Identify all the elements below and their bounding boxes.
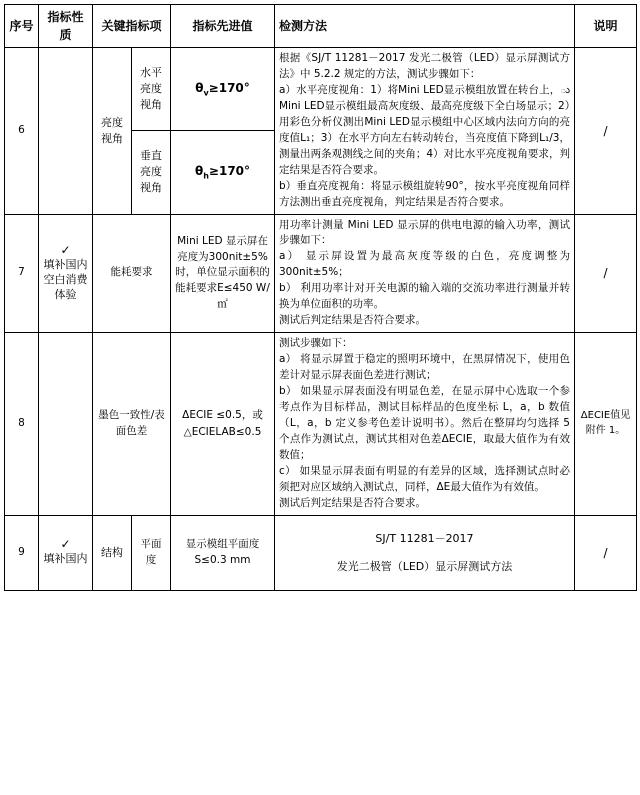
row-advanced-value-horizontal bbox=[171, 48, 275, 131]
row-num: 6 bbox=[5, 48, 39, 215]
theta-subscript-h: v bbox=[203, 88, 209, 98]
row-method bbox=[275, 214, 575, 333]
row-note: ΔECIE值见附件 1。 bbox=[575, 333, 637, 515]
table-header-row bbox=[5, 5, 637, 48]
check-icon: ✓ bbox=[60, 537, 71, 552]
method-para-1: 用功率计测量 Mini LED 显示屏的供电电源的输入功率，测试步骤如下： bbox=[279, 218, 570, 247]
col-header-note: 说明 bbox=[575, 5, 637, 48]
row-method bbox=[275, 515, 575, 590]
method-para-2: a）水平亮度视角：1）将Mini LED显示模组放置在转台上，ు Mini LED显示模组最高灰度级、最高亮度级下全白场显示；2）用彩色分析仪测出Mini LED显示模组中心区域内法向方向的亮度值L₁；3）在水平方向左右转动转台，当亮度值下降到L₁/3，测量出两条观测线之间的夹角；4）对比水平亮度视角要求，判定结果是否符合要求。 bbox=[279, 83, 570, 176]
row-key-item-vertical: 垂直亮度视角 bbox=[132, 131, 171, 214]
col-header-method: 检测方法 bbox=[275, 5, 575, 48]
row-note: / bbox=[575, 214, 637, 333]
row-key-item: 墨色一致性/表面色差 bbox=[93, 333, 171, 515]
theta-subscript-v: h bbox=[203, 171, 209, 181]
row-advanced-value: ΔECIE ≤0.5，或△ECIELAB≤0.5 bbox=[171, 333, 275, 515]
col-header-advanced-value: 指标先进值 bbox=[171, 5, 275, 48]
theta-symbol-h: θ bbox=[195, 80, 204, 95]
table-row bbox=[5, 515, 637, 590]
row-method bbox=[275, 48, 575, 215]
table-body bbox=[5, 48, 637, 591]
row-key-item: 平面度 bbox=[132, 515, 171, 590]
spec-table bbox=[4, 4, 637, 591]
check-icon: ✓ bbox=[60, 243, 71, 258]
method-para-2: a） 将显示屏置于稳定的照明环境中，在黑屏情况下，使用色差计对显示屏表面色差进行测试； bbox=[279, 353, 570, 382]
col-header-num: 序号 bbox=[5, 5, 39, 48]
col-header-key-item: 关键指标项 bbox=[93, 5, 171, 48]
row-property bbox=[39, 515, 93, 590]
method-para-3: b） 如果显示屏表面没有明显色差，在显示屏中心选取一个参考点作为目标样品，测试目标样品的色度坐标 L，a，b 数值（L，a，b 定义参考色差计说明书）。然后在整屏均匀选择 5 个点作为测试点，测试其相对色差ΔECIE，取最大值作为有效数值； bbox=[279, 385, 570, 461]
table-header bbox=[5, 5, 637, 48]
row-num: 9 bbox=[5, 515, 39, 590]
row-key-item: 能耗要求 bbox=[93, 214, 171, 333]
theta-rest-h: ≥170° bbox=[208, 80, 250, 95]
row-num: 7 bbox=[5, 214, 39, 333]
table-row bbox=[5, 333, 637, 515]
row-property bbox=[39, 214, 93, 333]
row-advanced-value-vertical bbox=[171, 131, 275, 214]
row-key-item-group: 亮度视角 bbox=[93, 48, 132, 215]
theta-symbol-v: θ bbox=[194, 164, 204, 179]
row-num: 8 bbox=[5, 333, 39, 515]
row-key-item-horizontal: 水平亮度视角 bbox=[132, 48, 171, 131]
method-para-3: b） 利用功率计对开关电源的输入端的交流功率进行测量并转换为单位面积的功率。 bbox=[279, 282, 570, 311]
col-header-property: 指标性质 bbox=[39, 5, 93, 48]
row-advanced-value: Mini LED 显示屏在亮度为300nit±5%时，单位显示面积的能耗要求E≤450 W/㎡ bbox=[171, 214, 275, 333]
row-property-label: 填补国内 bbox=[43, 552, 88, 566]
row-property-label: 填补国内空白消费体验 bbox=[43, 258, 88, 301]
method-para-5: 测试后判定结果是否符合要求。 bbox=[279, 496, 426, 509]
row-advanced-value: 显示模组平面度 S≤0.3 mm bbox=[171, 515, 275, 590]
method-para-2: 发光二极管（LED）显示屏测试方法 bbox=[336, 560, 513, 574]
theta-rest-v: ≥170° bbox=[208, 164, 251, 179]
method-para-1: 测试步骤如下： bbox=[279, 337, 353, 350]
method-para-4: 测试后判定结果是否符合要求。 bbox=[279, 314, 426, 327]
row-note: / bbox=[575, 48, 637, 215]
row-method bbox=[275, 333, 575, 515]
method-para-2: a） 显示屏设置为最高灰度等级的白色，亮度调整为300nit±5%； bbox=[279, 250, 570, 279]
row-property bbox=[39, 48, 93, 215]
method-para-1: 根据《SJ/T 11281－2017 发光二极管（LED）显示屏测试方法》中 5.2.2 规定的方法，测试步骤如下： bbox=[279, 52, 570, 80]
row-note: / bbox=[575, 515, 637, 590]
method-para-3: b）垂直亮度视角：将显示模组旋转90°，按水平亮度视角同样方法测出垂直亮度视角，判定结果是否符合要求。 bbox=[279, 179, 570, 208]
row-key-item-group: 结构 bbox=[93, 515, 132, 590]
method-para-4: c） 如果显示屏表面有明显的有差异的区域，选择测试点时必须把对应区域纳入测试点，同样，ΔE最大值作为有效值。 bbox=[279, 464, 571, 493]
table-row bbox=[5, 48, 637, 131]
table-row bbox=[5, 214, 637, 333]
row-property bbox=[39, 333, 93, 515]
method-para-1: SJ/T 11281－2017 bbox=[375, 531, 474, 545]
